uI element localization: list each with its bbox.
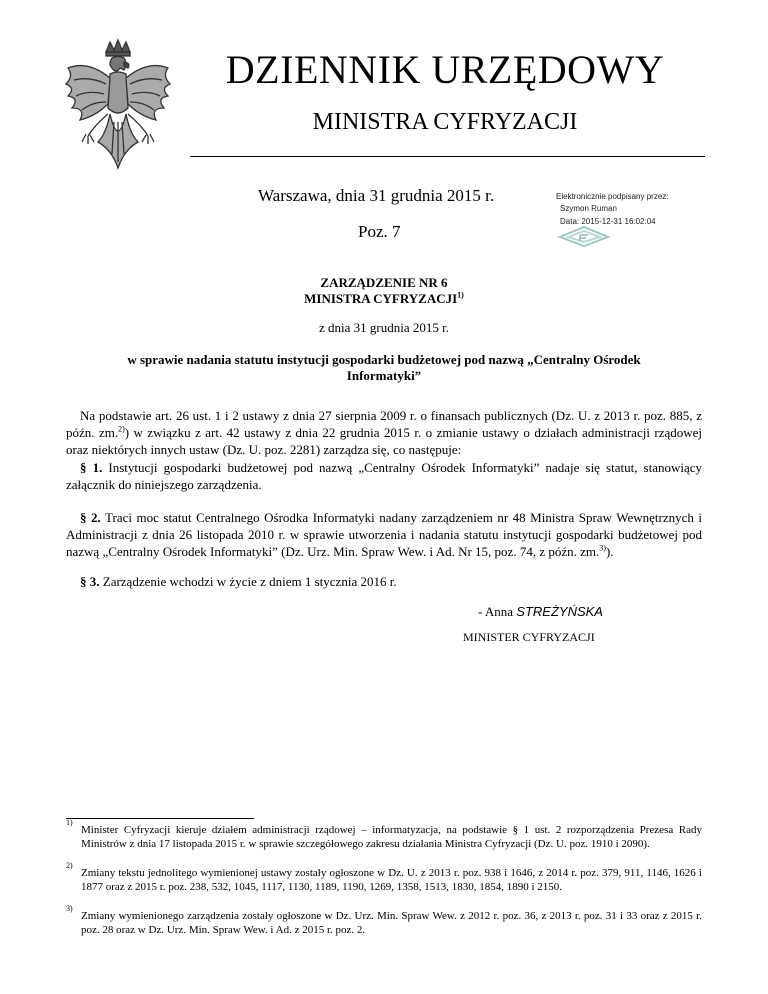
footnote-ref: 3) [599,543,606,553]
signer-prefix: - Anna [478,604,517,619]
footnote-ref: 2) [118,424,125,434]
intro-text-cont: ) w związku z art. 42 ustawy z dnia 22 grudnia 2015 r. o zmianie ustawy o działach administracji rządowej oraz niektórych innych ustaw (Dz. U. poz. 2281) zarządza się, co następuje: [66,424,702,457]
footnote-divider [66,818,254,819]
signature-label: Elektronicznie podpisany przez: [556,192,669,201]
footnote-text: Minister Cyfryzacji kieruje działem administracji rządowej – informatyzacja, na podstawie § 1 ust. 2 rozporządzenia Prezesa Rady Ministrów z dnia 17 listopada 2015 r. w sprawie szczegółowego zakresu działania Ministra Cyfryzacji (Dz. U. poz. 1910 i 2090). [81,824,702,851]
paragraph-3 [66,574,702,591]
footnote: 2) Zmiany tekstu jednolitego wymienionej ustawy zostały ogłoszone w Dz. U. z 2013 r. poz. 938 i 1646, z 2014 r. poz. 379, 911, 1146, 1626 i 1877 oraz z 2015 r. poz. 238, 532, 1045, 1117, 1130, 1189, 1190, 1269, 1358, 1513, 1830, 1854, 1890 i 2150. [66,861,702,894]
ordinance-date: z dnia 31 grudnia 2015 r. [319,320,449,335]
signer-name [478,604,603,620]
signer-title: MINISTER CYFRYZACJI [463,630,595,644]
position-number: Poz. 7 [358,222,401,241]
ordinance-title [80,275,688,308]
footnote-text: Zmiany wymienionego zarządzenia zostały ogłoszone w Dz. Urz. Min. Spraw Wew. z 2012 r. poz. 36, z 2013 r. poz. 31 i 33 oraz z 2015 r. poz. 28 oraz w Dz. Urz. Min. Spraw Wew. i Ad. z 2015 r. poz. 2. [81,910,702,937]
paragraph-label: § 2. [80,510,101,525]
signer-surname: STREŻYŃSKA [516,604,603,619]
paragraph-1 [66,460,702,494]
paragraph-text-end: ). [605,543,614,559]
journal-subtitle: MINISTRA CYFRYZACJI [312,109,578,135]
signature-date: Data: 2015-12-31 16:02:04 [560,216,656,226]
ordinance-number: ZARZĄDZENIE NR 6 [320,275,448,290]
header-divider [190,156,705,157]
ordinance-subject: w sprawie nadania statutu instytucji gospodarki budżetowej pod nazwą „Centralny Ośrodek Informatyki” [127,352,641,384]
footnote-ref: 1) [457,290,464,300]
eagle-emblem-icon [58,38,178,178]
paragraph-text: Zarządzenie wchodzi w życie z dniem 1 stycznia 2016 r. [99,574,397,589]
signature-seal-icon [556,223,612,247]
legal-basis-paragraph [66,408,702,459]
signature-name: Szymon Ruman [560,204,617,214]
journal-title: DZIENNIK URZĘDOWY [225,47,665,92]
paragraph-text: Traci moc statut Centralnego Ośrodka Informatyki nadany zarządzeniem nr 48 Ministra Spraw Wewnętrznych i Administracji z dnia 26 listopada 2010 r. w sprawie utworzenia i nadania statutu instytucji gospodarki budżetowej pod nazwą „Centralny Ośrodek Informatyki” (Dz. Urz. Min. Spraw Wew. i Ad. Nr 15, poz. 74, z późn. zm. [66,510,703,559]
ordinance-issuer: MINISTRA CYFRYZACJI [304,291,458,307]
footnote-text: Zmiany tekstu jednolitego wymienionej ustawy zostały ogłoszone w Dz. U. z 2013 r. poz. 938 i 1646, z 2014 r. poz. 379, 911, 1146, 1626 i 1877 oraz z 2015 r. poz. 238, 532, 1045, 1117, 1130, 1189, 1190, 1269, 1358, 1513, 1830, 1854, 1890 i 2150. [81,867,702,894]
paragraph-label: § 3. [80,574,100,589]
paragraph-text: Instytucji gospodarki budżetowej pod nazwą „Centralny Ośrodek Informatyki” nadaje się statut, stanowiący załącznik do niniejszego zarządzenia. [66,460,703,492]
place-date: Warszawa, dnia 31 grudnia 2015 r. [258,186,495,205]
paragraph-label: § 1. [80,460,103,475]
footnote: 1) Minister Cyfryzacji kieruje działem administracji rządowej – informatyzacja, na podstawie § 1 ust. 2 rozporządzenia Prezesa Rady Ministrów z dnia 17 listopada 2015 r. w sprawie szczegółowego zakresu działania Ministra Cyfryzacji (Dz. U. poz. 1910 i 2090). [66,818,702,851]
footnote: 3) Zmiany wymienionego zarządzenia zostały ogłoszone w Dz. Urz. Min. Spraw Wew. z 2012 r. poz. 36, z 2013 r. poz. 31 i 33 oraz z 2015 r. poz. 28 oraz w Dz. Urz. Min. Spraw Wew. i Ad. z 2015 r. poz. 2. [66,904,702,937]
paragraph-2 [66,510,702,561]
intro-text: Na podstawie art. 26 ust. 1 i 2 ustawy z dnia 27 sierpnia 2009 r. o finansach publicznych (Dz. U. z 2013 r. poz. 885, z późn. zm. [66,408,702,440]
